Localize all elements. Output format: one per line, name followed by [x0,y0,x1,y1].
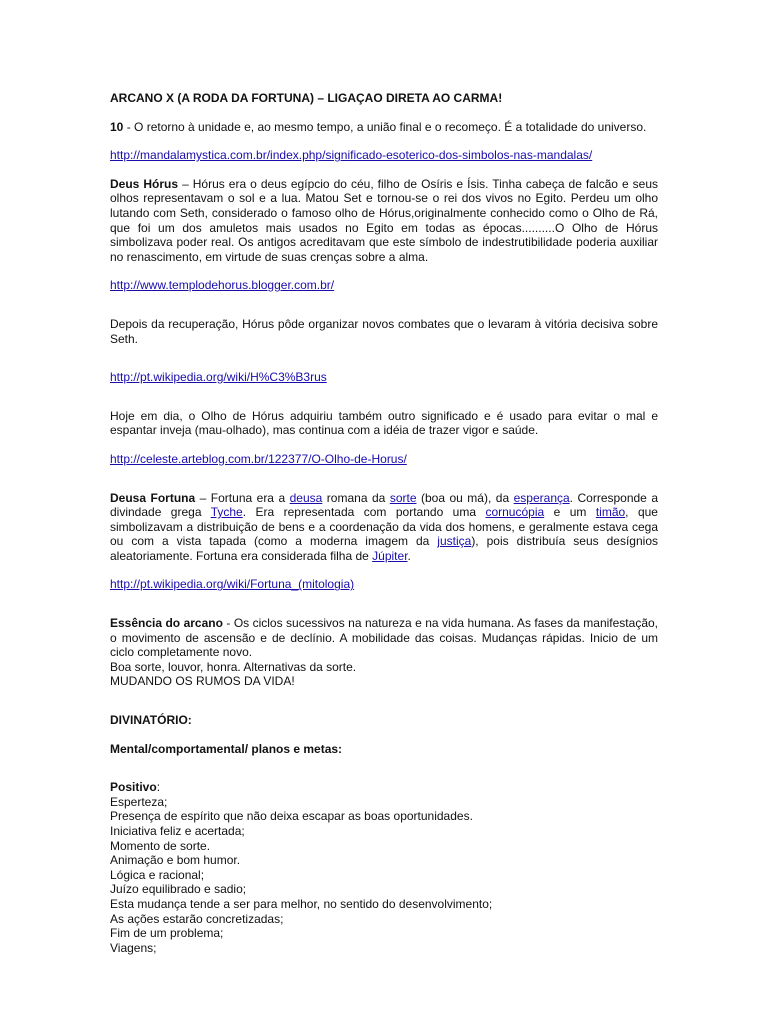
horus-heading: Deus Hórus [110,176,179,191]
link-paragraph-wiki-horus [110,370,658,385]
list-item: Iniciativa feliz e acertada; [110,824,245,838]
horus-paragraph [110,177,658,265]
essencia-line-3: MUDANDO OS RUMOS DA VIDA! [110,674,295,689]
link-tyche[interactable]: Tyche [210,505,243,520]
list-item: Lógica e racional; [110,867,205,882]
link-celeste-arteblog[interactable]: http://celeste.arteblog.com.br/122377/O-Olho-de-Horus/ [110,451,407,466]
positivo-heading-line [110,780,658,795]
link-sorte[interactable]: sorte [389,490,417,505]
link-templodehorus[interactable]: http://www.templodehorus.blogger.com.br/ [110,278,335,293]
link-paragraph-wiki-fortuna [110,577,658,592]
positivo-colon: : [156,780,161,795]
divinatorio-heading: DIVINATÓRIO: [110,713,192,728]
link-esperanca[interactable]: esperança [513,490,570,505]
essencia-paragraph [110,616,658,660]
fortuna-text-2: romana da [322,490,390,505]
positivo-block [110,780,658,955]
essencia-text: - Os ciclos sucessivos na natureza e na vida humana. As fases da manifestação, o movimento de ascensão e de declínio. A mobilidade das coisas. Mudanças rápidas. Inicio de um ciclo completamente novo. [110,616,658,660]
olho-paragraph: Hoje em dia, o Olho de Hórus adquiriu também outro significado e é usado para evitar o mal e espantar inveja (mau-olhado), mas continua com a idéia de trazer vigor e saúde. [110,408,658,438]
link-jupiter[interactable]: Júpiter [372,548,408,563]
fortuna-text-1: – Fortuna era a [195,490,290,505]
link-paragraph-mandala [110,148,658,163]
fortuna-text-6: e um [544,505,596,520]
link-paragraph-celeste [110,452,658,467]
page-title: ARCANO X (A RODA DA FORTUNA) – LIGAÇAO DIRETA AO CARMA! [110,91,503,105]
list-item: As ações estarão concretizadas; [110,911,284,926]
fortuna-paragraph [110,491,658,564]
link-mandalamystica[interactable]: http://mandalamystica.com.br/index.php/significado-esoterico-dos-simbolos-nas-mandalas/ [110,148,593,163]
essencia-block [110,616,658,689]
link-cornucopia[interactable]: cornucópia [485,505,545,520]
list-item: Fim de um problema; [110,926,224,941]
link-timao[interactable]: timão [595,505,626,520]
positivo-heading: Positivo [110,780,157,795]
link-wikipedia-horus[interactable]: http://pt.wikipedia.org/wiki/H%C3%B3rus [110,370,327,385]
list-item: Presença de espírito que não deixa escapar as boas oportunidades. [110,809,473,824]
fortuna-text-4: . Corresponde a divindade grega [110,490,659,520]
document-body [110,91,658,955]
link-deusa[interactable]: deusa [289,490,323,505]
list-item: Viagens; [110,940,157,955]
intro-text: - O retorno à unidade e, ao mesmo tempo, a união final e o recomeço. É a totalidade do universo. [123,119,647,134]
list-item: Animação e bom humor. [110,853,241,868]
link-paragraph-templo [110,278,658,293]
intro-number: 10 [110,119,124,134]
link-wikipedia-fortuna[interactable]: http://pt.wikipedia.org/wiki/Fortuna_(mitologia) [110,577,355,592]
essencia-line-2: Boa sorte, louvor, honra. Alternativas da sorte. [110,659,357,674]
horus-text: – Hórus era o deus egípcio do céu, filho de Osíris e Ísis. Tinha cabeça de falcão e seus olhos representavam o sol e a lua. Matou Set e tornou-se o rei dos vivos no Egito. Perdeu um olho lutando com Seth, considerado o famoso olho de Hórus,originalmente conhecido como o Olho de Rá, que foi um dos amuletos mais usados no Egito em todas as épocas..........O Olho de Hórus simbolizava poder real. Os antigos acreditavam que este símbolo de indestrutibilidade poderia auxiliar no renascimento, em virtude de suas crenças sobre a alma. [110,176,658,264]
fortuna-heading: Deusa Fortuna [110,490,196,505]
recuperacao-paragraph: Depois da recuperação, Hórus pôde organizar novos combates que o levaram à vitória decisiva sobre Seth. [110,316,658,346]
list-item: Juízo equilibrado e sadio; [110,882,247,897]
list-item: Momento de sorte. [110,838,211,853]
fortuna-text-9: . [407,548,411,563]
mental-heading: Mental/comportamental/ planos e metas: [110,741,343,756]
fortuna-text-7: , que simbolizavam a distribuição de bens e a coordenação da vida dos homens, e geralmente estava cega ou com a vista tapada (como a moderna imagem da [110,505,658,549]
fortuna-text-8: ), pois distribuía seus desígnios aleatoriamente. Fortuna era considerada filha de [110,534,658,563]
intro-paragraph [110,120,658,135]
fortuna-text-3: (boa ou má), da [416,490,514,505]
list-item: Esperteza; [110,794,168,809]
essencia-heading: Essência do arcano [110,616,223,631]
list-item: Esta mudança tende a ser para melhor, no sentido do desenvolvimento; [110,896,493,911]
link-justica[interactable]: justiça [437,534,472,549]
fortuna-text-5: . Era representada com portando uma [242,505,486,520]
